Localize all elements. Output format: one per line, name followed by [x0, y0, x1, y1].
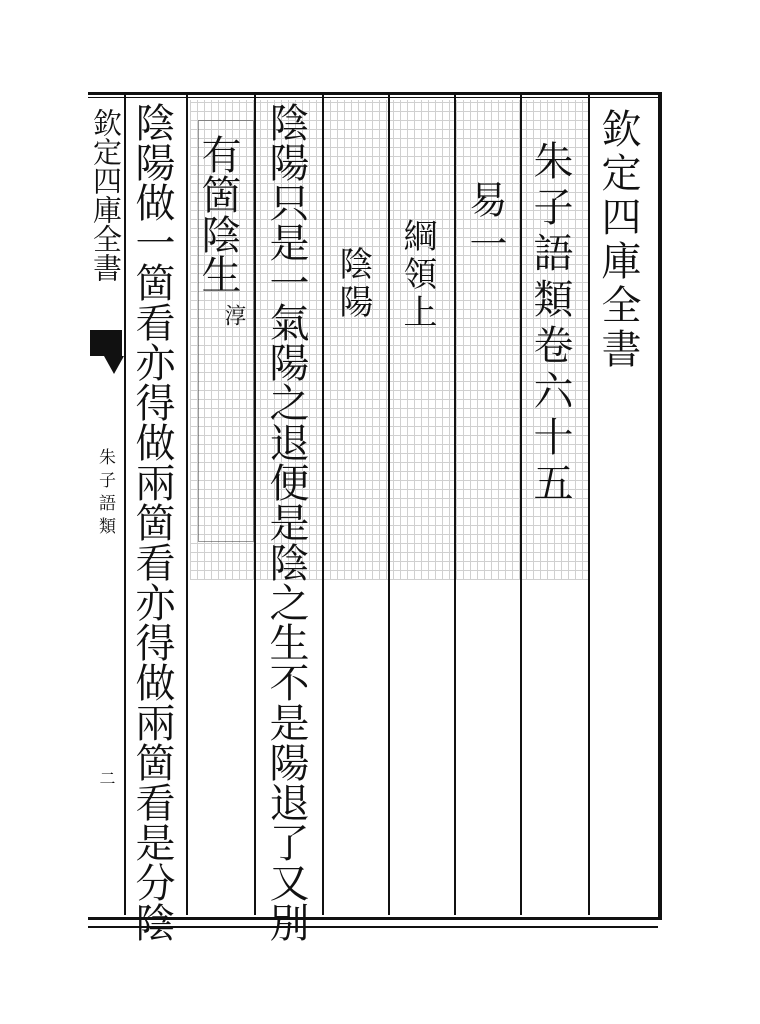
subsection-title: 綱領上: [397, 218, 437, 332]
gutter-book-title: 朱子語類: [95, 448, 115, 540]
text-column-1: 陰陽只是一氣陽之退便是陰之生不是陽退了又別: [263, 102, 309, 942]
column-divider: [388, 95, 390, 915]
column-divider: [322, 95, 324, 915]
column-divider: [186, 95, 188, 915]
gutter-page-number: 二: [97, 770, 116, 786]
collection-title: 欽定四庫全書: [595, 108, 641, 372]
frame-top-rule: [88, 97, 658, 98]
fish-tail-block: [90, 330, 122, 356]
section-title: 易一: [463, 180, 507, 268]
text-column-2: 有箇陰生: [195, 134, 241, 294]
fish-tail-wedge: [104, 356, 124, 374]
column-divider: [520, 95, 522, 915]
topic-title: 陰陽: [333, 246, 373, 322]
column-divider: [254, 95, 256, 915]
text-column-3: 陰陽做一箇看亦得做兩箇看亦得做兩箇看是分陰: [129, 102, 175, 942]
gutter-title: 欽定四庫全書: [89, 108, 123, 282]
column-divider: [588, 95, 590, 915]
chapter-heading: 朱子語類卷六十五: [527, 140, 573, 508]
column-divider: [454, 95, 456, 915]
attribution-note: 淳: [221, 304, 246, 326]
